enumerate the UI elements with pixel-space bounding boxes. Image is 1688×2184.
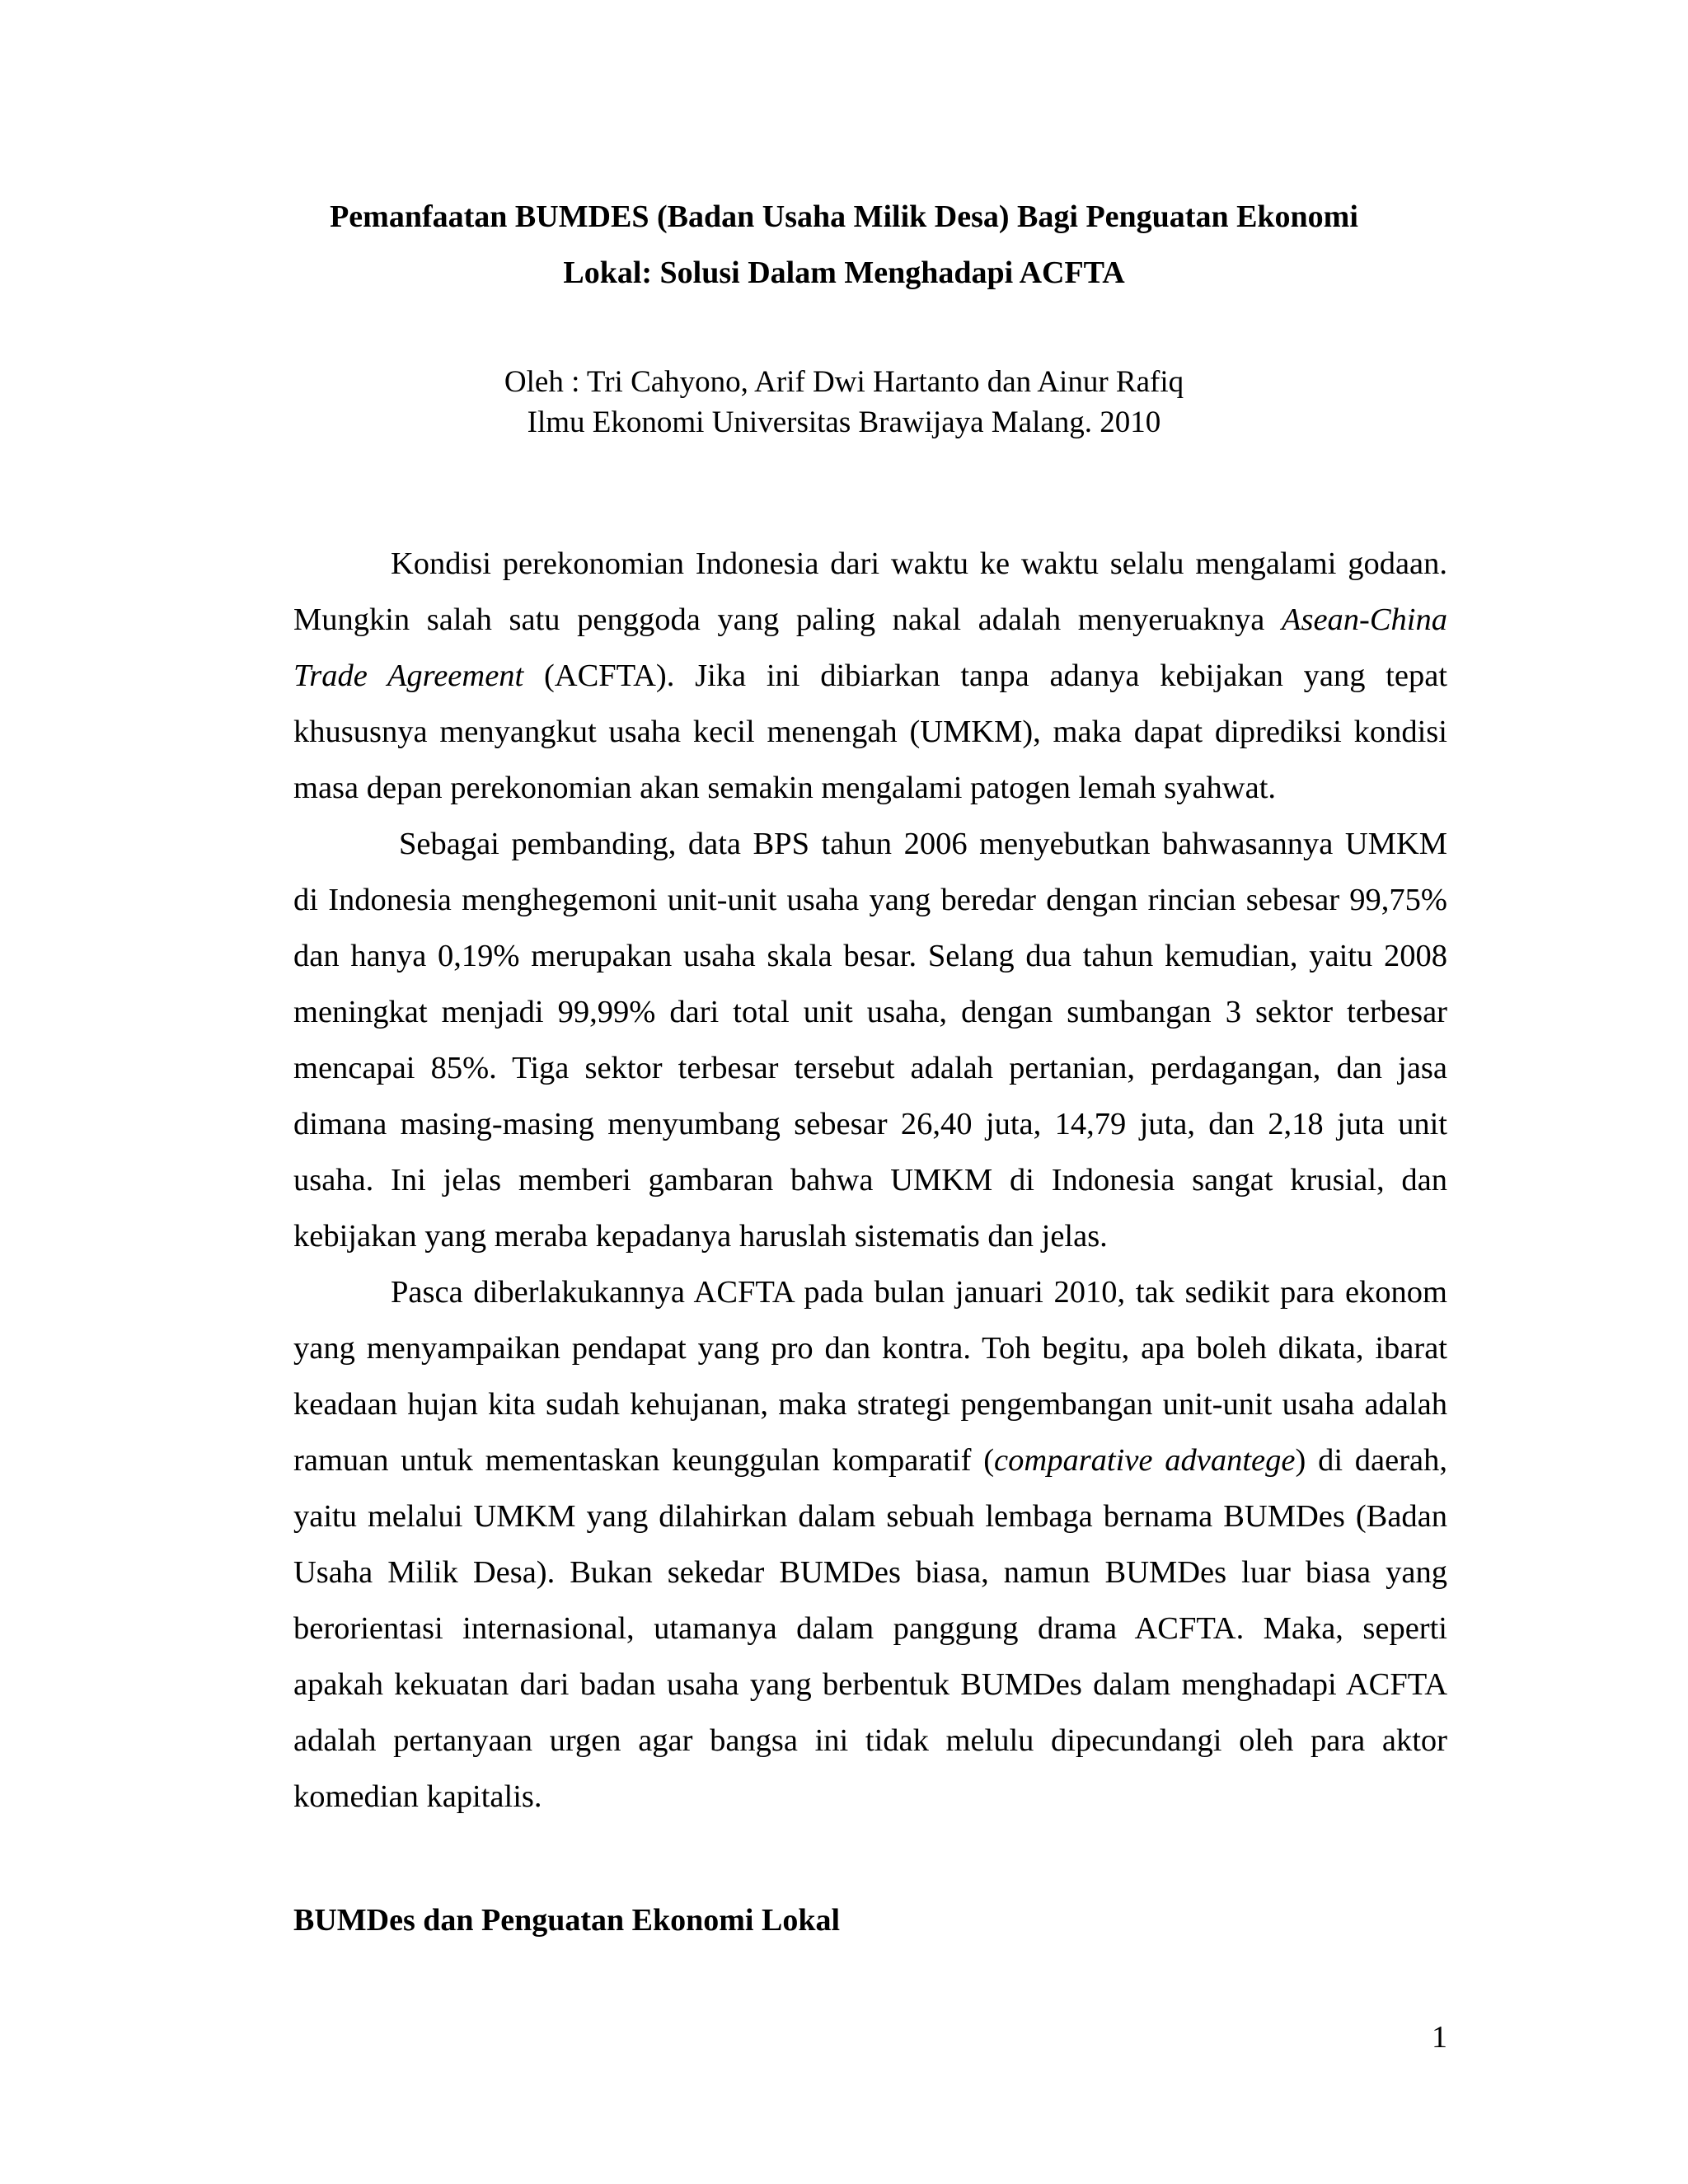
page-number: 1 xyxy=(1432,2020,1447,2055)
document-title-line-2: Lokal: Solusi Dalam Menghadapi ACFTA xyxy=(563,255,1125,290)
body-text xyxy=(293,536,1447,1825)
paragraph-3 xyxy=(293,1264,1447,1825)
author-line: Oleh : Tri Cahyono, Arif Dwi Hartanto dan Ainur Rafiq xyxy=(504,365,1184,399)
paragraph-3-text-a: Pasca diberlakukannya ACFTA pada bulan januari 2010, tak sedikit para ekonom yang menyampaikan pendapat yang pro dan kontra. Toh begitu, apa boleh dikata, ibarat keadaan hujan kita sudah kehujanan, maka strategi pengembangan unit-unit usaha adalah ramuan untuk mementaskan keunggulan komparatif ( xyxy=(293,1275,1447,1478)
paragraph-3-italic-term: comparative advantege xyxy=(994,1443,1296,1478)
paragraph-3-text-b: ) di daerah, yaitu melalui UMKM yang dilahirkan dalam sebuah lembaga bernama BUMDes (Badan Usaha Milik Desa). Bukan sekedar BUMDes biasa, namun BUMDes luar biasa yang berorientasi internasional, utamanya dalam panggung drama ACFTA. Maka, seperti apakah kekuatan dari badan usaha yang berbentuk BUMDes dalam menghadapi ACFTA adalah pertanyaan urgen agar bangsa ini tidak melulu dipecundangi oleh para aktor komedian kapitalis. xyxy=(293,1443,1448,1814)
section-heading: BUMDes dan Penguatan Ekonomi Lokal xyxy=(293,1903,841,1938)
paragraph-2: Sebagai pembanding, data BPS tahun 2006 menyebutkan bahwasannya UMKM di Indonesia menghegemoni unit-unit usaha yang beredar dengan rincian sebesar 99,75% dan hanya 0,19% merupakan usaha skala besar. Selang dua tahun kemudian, yaitu 2008 meningkat menjadi 99,99% dari total unit usaha, dengan sumbangan 3 sektor terbesar mencapai 85%. Tiga sektor terbesar tersebut adalah pertanian, perdagangan, dan jasa dimana masing-masing menyumbang sebesar 26,40 juta, 14,79 juta, dan 2,18 juta unit usaha. Ini jelas memberi gambaran bahwa UMKM di Indonesia sangat krusial, dan kebijakan yang meraba kepadanya haruslah sistematis dan jelas. xyxy=(293,827,1447,1254)
affiliation-line: Ilmu Ekonomi Universitas Brawijaya Malang. 2010 xyxy=(527,405,1161,439)
paragraph-1-text-a: Kondisi perekonomian Indonesia dari waktu ke waktu selalu mengalami godaan. Mungkin salah satu penggoda yang paling nakal adalah menyeruaknya xyxy=(293,546,1447,637)
paragraph-1-italic-term: Asean-China Trade Agreement xyxy=(293,602,1447,693)
paragraph-1 xyxy=(293,536,1447,816)
paragraph-1-text-b: (ACFTA). Jika ini dibiarkan tanpa adanya kebijakan yang tepat khususnya menyangkut usaha kecil menengah (UMKM), maka dapat diprediksi kondisi masa depan perekonomian akan semakin mengalami patogen lemah syahwat. xyxy=(293,658,1447,805)
document-title-line-1: Pemanfaatan BUMDES (Badan Usaha Milik Desa) Bagi Penguatan Ekonomi xyxy=(330,199,1358,234)
